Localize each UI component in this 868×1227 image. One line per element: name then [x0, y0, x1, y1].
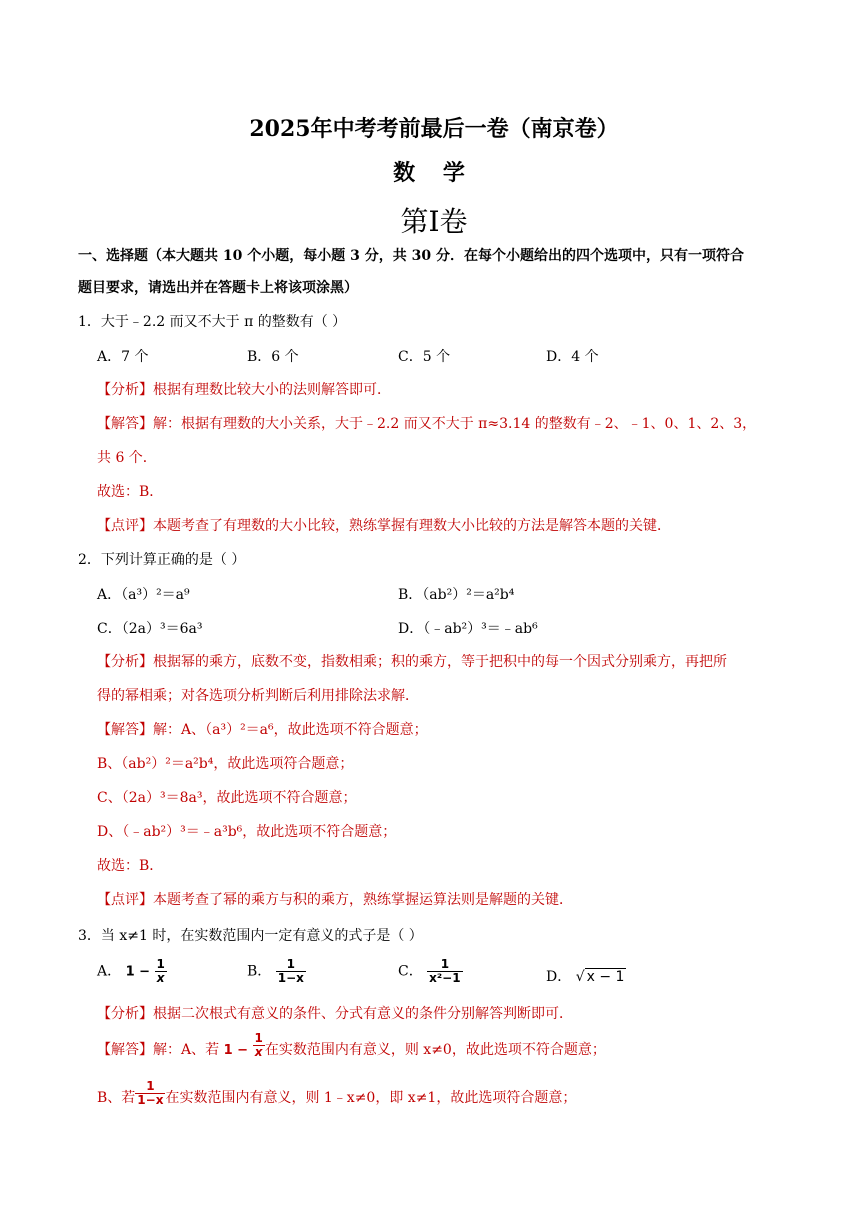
- q3-stem: 3．当 x≠1 时，在实数范围内一定有意义的式子是（ ）: [78, 928, 423, 944]
- q1-answer-line1: 【解答】解：根据有理数的大小关系，大于﹣2.2 而又不大于 π≈3.14 的整数有﹣2、﹣1、0、1、2、3，: [97, 416, 757, 432]
- fraction-numerator: 1: [254, 1030, 263, 1045]
- q1-analysis: 【分析】根据有理数比较大小的法则解答即可．: [97, 382, 391, 398]
- q2-option-d: D．（﹣ab²）³＝﹣ab⁶: [398, 621, 538, 637]
- q3-option-b-fraction: [276, 958, 306, 985]
- q3-answer-a-prefix: 1 −: [223, 1043, 249, 1058]
- q3-option-a-fraction: [155, 958, 167, 985]
- q3-answer-a-fraction: [253, 1032, 265, 1059]
- q3-answer-a-pre: 【解答】解：A、若: [97, 1042, 220, 1058]
- q3-option-b: [247, 958, 306, 985]
- fraction-denominator: x: [254, 1044, 263, 1059]
- q3-answer-b-fraction: [135, 1080, 165, 1107]
- q1-answer-line2: 共 6 个．: [97, 450, 157, 466]
- q3-option-c-label: C．: [398, 963, 423, 980]
- radicand: x − 1: [586, 969, 625, 985]
- fraction-denominator: x: [156, 971, 165, 985]
- section-heading-line1: 一、选择题（本大题共 10 个小题，每小题 3 分，共 30 分．在每个小题给出的四个选项中，只有一项符合: [78, 248, 744, 264]
- q2-option-c: C．（2a）³＝6a³: [97, 621, 203, 637]
- q2-comment: 【点评】本题考查了幂的乘方与积的乘方，熟练掌握运算法则是解题的关键．: [97, 892, 573, 908]
- fraction-denominator: 1−x: [137, 1092, 164, 1107]
- q3-option-a-label: A．: [97, 963, 122, 980]
- subject-title: 数 学: [393, 160, 475, 186]
- q1-stem: 1．大于﹣2.2 而又不大于 π 的整数有（ ）: [78, 314, 347, 330]
- q1-option-c: C．5 个: [398, 349, 451, 365]
- fraction-denominator: x²−1: [429, 971, 461, 985]
- q2-option-b: B．（ab²）²＝a²b⁴: [398, 587, 515, 603]
- q3-option-c: [398, 958, 463, 985]
- q3-option-d-label: D．: [546, 969, 572, 985]
- volume-title: 第I卷: [400, 205, 468, 238]
- q1-option-d: D．4 个: [546, 349, 599, 365]
- q2-stem: 2．下列计算正确的是（ ）: [78, 552, 246, 568]
- q1-option-b: B．6 个: [247, 349, 299, 365]
- fraction-numerator: 1: [156, 957, 165, 971]
- q1-choice: 故选：B．: [97, 484, 164, 500]
- q3-answer-b-post: 在实数范围内有意义，则 1﹣x≠0，即 x≠1，故此选项符合题意；: [165, 1090, 577, 1106]
- fraction-numerator: 1: [135, 1080, 165, 1094]
- section-heading-line2: 题目要求，请选出并在答题卡上将该项涂黑）: [78, 280, 358, 296]
- q2-choice: 故选：B．: [97, 858, 164, 874]
- q1-comment: 【点评】本题考查了有理数的大小比较，熟练掌握有理数大小比较的方法是解答本题的关键．: [97, 518, 671, 534]
- exam-title: 2025年中考考前最后一卷（南京卷）: [249, 116, 619, 142]
- q3-option-d: [546, 966, 626, 986]
- fraction-denominator: 1−x: [277, 971, 304, 985]
- q2-answer-b: B、（ab²）²＝a²b⁴，故此选项符合题意；: [97, 756, 354, 772]
- q3-option-a-prefix: 1 −: [125, 964, 151, 980]
- q3-option-b-label: B．: [247, 963, 272, 980]
- q2-analysis-line2: 得的幂相乘；对各选项分析判断后利用排除法求解．: [97, 688, 419, 704]
- q1-option-a: A．7 个: [97, 349, 149, 365]
- q3-analysis: 【分析】根据二次根式有意义的条件、分式有意义的条件分别解答判断即可．: [97, 1006, 573, 1022]
- q2-option-a: A．（a³）²＝a⁹: [97, 587, 190, 603]
- q3-answer-b: [97, 1078, 577, 1108]
- q3-option-a: [97, 958, 167, 985]
- q2-answer-c: C、（2a）³＝8a³，故此选项不符合题意；: [97, 790, 357, 806]
- q2-answer-a: 【解答】解：A、（a³）²＝a⁶，故此选项不符合题意；: [97, 722, 428, 738]
- q2-analysis-line1: 【分析】根据幂的乘方，底数不变，指数相乘；积的乘方，等于把积中的每一个因式分别乘方，再把所: [97, 654, 727, 670]
- fraction-numerator: 1: [427, 958, 462, 972]
- fraction-numerator: 1: [276, 958, 306, 972]
- q3-answer-a: [97, 1030, 606, 1061]
- square-root: √ x − 1: [575, 969, 625, 985]
- q3-option-c-fraction: [427, 958, 462, 985]
- q3-answer-b-pre: B、若: [97, 1090, 136, 1106]
- q2-answer-d: D、（﹣ab²）³＝﹣a³b⁶，故此选项不符合题意；: [97, 824, 397, 840]
- q3-answer-a-post: 在实数范围内有意义，则 x≠0，故此选项不符合题意；: [264, 1042, 606, 1058]
